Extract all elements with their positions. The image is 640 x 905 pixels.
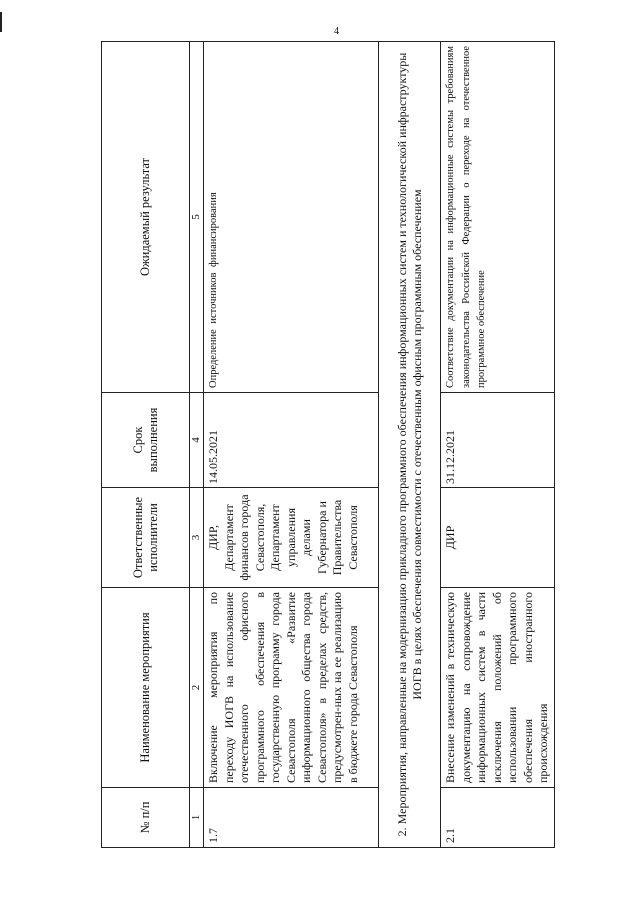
row-num: 1.7 [204, 788, 379, 848]
row-executors: ДИР [441, 488, 555, 588]
row-num: 2.1 [441, 788, 555, 848]
column-number: 1 [190, 788, 204, 848]
column-number: 5 [190, 42, 204, 393]
table-row [441, 42, 555, 848]
page-number: 4 [334, 26, 339, 37]
header-executors: Ответственные исполнители [102, 488, 190, 588]
row-name: Внесение изменений в техническую документацию на сопровождение информационных систем в части исключения положений об использовании программного обеспечения иностранного происхождения [441, 588, 555, 788]
row-result: Соответствие документации на информационные системы требованиям законодательства Российской Федерации о переходе на отечественное программное обеспечение [441, 42, 555, 393]
row-result: Определение источников финансирования [204, 42, 379, 393]
header-name: Наименование мероприятия [102, 588, 190, 788]
column-number: 3 [190, 488, 204, 588]
row-executors: ДИР, Департамент финансов города Севастополя, Департамент управления делами Губернатора и Правительства Севастополя [204, 488, 379, 588]
section-row [379, 42, 441, 848]
row-name: Включение мероприятия по переходу ИОГВ на использование отечественного офисного программного обеспечения в государственную программу города Севастополя «Развитие информационного общества города Севастополя» в пределах средств, предусмотрен-ных на ее реализацию в бюджете города Севастополя [204, 588, 379, 788]
column-number: 4 [190, 393, 204, 488]
header-deadline: Срок выполнения [102, 393, 190, 488]
row-deadline: 31.12.2021 [441, 393, 555, 488]
column-number: 2 [190, 588, 204, 788]
section-title: 2. Мероприятия, направленные на модернизацию прикладного программного обеспечения информационных систем и технологической инфраструктуры ИОГВ в целях обеспечения совместимости с отечественным офисным программным обеспечением [379, 42, 441, 848]
rotated-table-container [101, 42, 550, 848]
header-num: № п/п [102, 788, 190, 848]
scan-edge-mark [0, 12, 2, 32]
table-header-row [102, 42, 190, 848]
events-table [101, 41, 555, 848]
column-numbers-row [190, 42, 204, 848]
row-deadline: 14.05.2021 [204, 393, 379, 488]
table-row [204, 42, 379, 848]
header-result: Ожидаемый результат [102, 42, 190, 393]
